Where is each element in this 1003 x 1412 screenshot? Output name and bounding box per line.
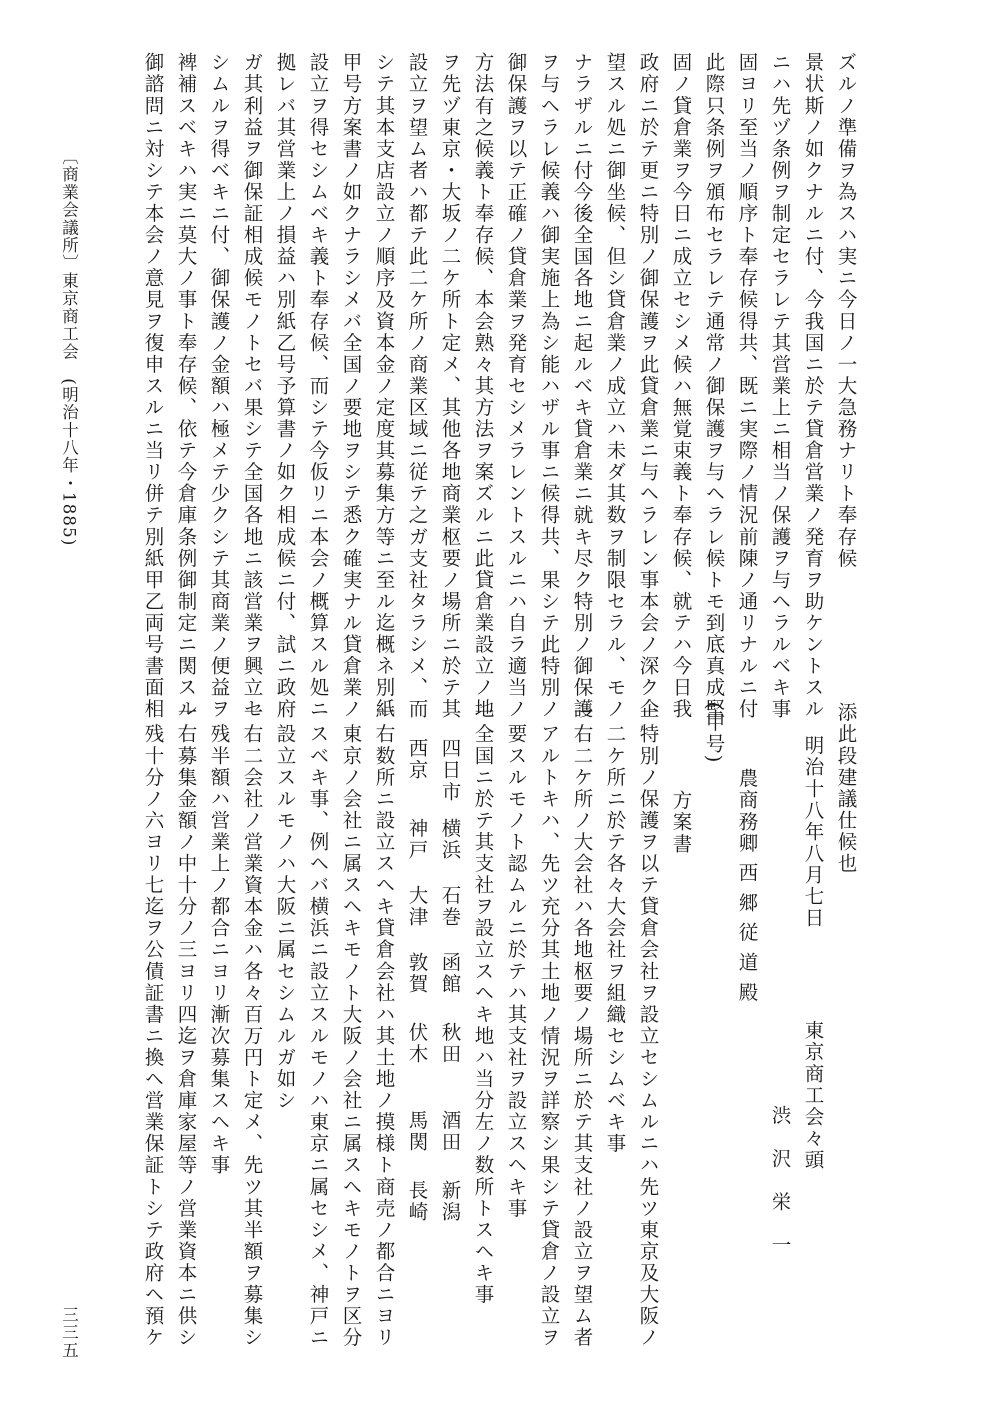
proposal-line: 二ケ所ニ於テ各々大会社ヲ組織セシムベキ事	[603, 702, 627, 1155]
place-name: 敦賀	[405, 952, 429, 996]
place-name: 伏木	[405, 1022, 429, 1066]
place-name: 石巻	[438, 885, 462, 929]
place-name: 長崎	[405, 1180, 429, 1224]
place-name: 秋田	[438, 1022, 462, 1066]
text-column: 景状斯ノ如クナルニ付、今我国ニ於テ貸倉営業ノ発育ヲ助ケントスル	[801, 52, 825, 721]
proposal-line: 東京ノ会社ニ属スヘキモノト大阪ノ会社ニ属スヘキモノトヲ区分	[339, 702, 363, 1349]
text-column: 方法有之候義ト奉存候、本会熟々其方法ヲ案ズルニ此貸倉業設立ノ地	[471, 52, 495, 721]
text-column: 甲号方案書ノ如クナラシメバ全国ノ要地ヲシテ悉ク確実ナル貸倉業ノ	[339, 52, 363, 721]
place-name: 四日市	[438, 738, 462, 803]
text-column: ニハ先ヅ条例ヲ制定セラレテ其営業上ニ相当ノ保護ヲ与ヘラルベキ事	[768, 52, 792, 721]
text-column: 望スル処ニ御坐候、但シ貸倉業ノ成立ハ未ダ其数ヲ制限セラル、モノ	[603, 52, 627, 721]
place-name: 新潟	[438, 1180, 462, 1224]
text-column: ヲ先ヅ東京・大坂ノ二ケ所ト定メ、其他各地商業枢要ノ場所ニ於テ其	[438, 52, 462, 721]
place-name: 西京	[405, 738, 429, 782]
text-column: 此際只条例ヲ頒布セラレテ通常ノ御保護ヲ与ヘラレ候トモ到底真成堅	[702, 52, 726, 721]
place-name: 酒田	[438, 1110, 462, 1154]
page-number: 三三五	[59, 1306, 79, 1360]
proposal-line: 一全国ニ於テ其支社ヲ設立スヘキ地ハ当分左ノ数所トスヘキ事	[471, 702, 495, 1306]
proposal-line: 一右二ケ所ノ大会社ハ各地枢要ノ場所ニ於テ其支社ノ設立ヲ望ム者	[570, 702, 594, 1349]
text-column: 固ヨリ至当ノ順序ト奉存候得共、既ニ実際ノ情況前陳ノ通リナルニ付	[735, 52, 759, 721]
proposal-line: 一特別ノ保護ヲ以テ貸倉会社ヲ設立セシムルニハ先ツ東京及大阪ノ	[636, 702, 660, 1349]
place-name: 大津	[405, 885, 429, 929]
date: 明治十八年八月七日	[801, 735, 825, 929]
place-name: 神戸	[405, 818, 429, 862]
text-column: 設立ヲ得セシムベキ義ト奉存候、而シテ今仮リニ本会ノ概算スル処ニ	[306, 52, 330, 721]
closing-line: 添此段建議仕候也	[834, 702, 858, 875]
proposal-line: 残半額ハ営業上ノ都合ニヨリ漸次募集スヘキ事	[207, 702, 231, 1177]
section-heading: 方案書	[669, 790, 693, 855]
proposal-line: アルトキハ、先ツ充分其土地ノ情況ヲ詳察シ果シテ貸倉ノ設立ヲ	[537, 702, 561, 1349]
text-column: 御保護ヲ以テ正確ノ貸倉業ヲ発育セシメラレントスルニハ自ラ適当ノ	[504, 52, 528, 721]
proposal-line: 設立スルモノハ大阪ニ属セシムルガ如シ	[273, 702, 297, 1112]
text-column: ナラザルニ付今後全国各地ニ起ルベキ貸倉業ニ就キ尽ク特別ノ御保護	[570, 52, 594, 721]
proposal-line: 残十分ノ六ヨリ七迄ヲ公債証書ニ換ヘ営業保証トシテ政府ヘ預ケ	[141, 702, 165, 1349]
text-column: 固ノ貸倉業ヲ今日ニ成立セシメ候ハ無覚束義ト奉存候、就テハ今日我	[669, 52, 693, 721]
text-column: シムルヲ得ベキニ付、御保護ノ金額ハ極メテ少クシテ其商業ノ便益ヲ	[207, 52, 231, 721]
text-column: 御諮問ニ対シテ本会ノ意見ヲ復申スルニ当リ併テ別紙甲乙両号書面相	[141, 52, 165, 721]
proposal-line: 要スルモノト認ムルニ於テハ其支社ヲ設立スヘキ事	[504, 702, 528, 1220]
section-label: (甲号)	[702, 702, 726, 765]
text-column: 設立ヲ望ム者ハ都テ此二ケ所ノ商業区域ニ従テ之ガ支社タラシメ、而	[405, 52, 429, 721]
section-marker: 〔商業会議所〕	[59, 148, 79, 272]
proposal-line: 一右数所ニ設立スヘキ貸倉会社ハ其土地ノ摸様ト商売ノ都合ニヨリ	[372, 702, 396, 1349]
place-name: 馬関	[405, 1110, 429, 1154]
place-name: 横浜	[438, 818, 462, 862]
organization: 東京商工会々頭	[801, 1020, 825, 1171]
text-column: 拠レバ其営業上ノ損益ハ別紙乙号予算書ノ如ク相成候ニ付、試ニ政府	[273, 52, 297, 721]
place-name: 函館	[438, 952, 462, 996]
text-column: 政府ニ於テ更ニ特別ノ御保護ヲ此貸倉業ニ与ヘラレン事本会ノ深ク企	[636, 52, 660, 721]
proposal-line: スベキ事、例ヘバ横浜ニ設立スルモノハ東京ニ属セシメ、神戸ニ	[306, 702, 330, 1349]
signer: 渋 沢 栄 一	[768, 1105, 792, 1256]
text-column: ガ其利益ヲ御保証相成候モノトセバ果シテ全国各地ニ該営業ヲ興立セ	[240, 52, 264, 721]
source-citation: 東京商工会 (明治十八年・1885)	[59, 272, 79, 547]
text-column: 裨補スベキハ実ニ莫大ノ事ト奉存候、依テ今倉庫条例御制定ニ関スル	[174, 52, 198, 721]
proposal-line: 一右募集金額ノ中十分ノ三ヨリ四迄ヲ倉庫家屋等ノ営業資本ニ供シ	[174, 702, 198, 1349]
addressee: 農商務卿 西 郷 従 道 殿	[735, 768, 759, 1004]
proposal-line: 一右二会社ノ営業資本金ハ各々百万円ト定メ、先ツ其半額ヲ募集シ	[240, 702, 264, 1349]
text-column: シテ其本支店設立ノ順序及資本金ノ定度其募集方等ニ至ル迄概ネ別紙	[372, 52, 396, 721]
text-column: ヲ与ヘラレ候義ハ御実施上為シ能ハザル事ニ候得共、果シテ此特別ノ	[537, 52, 561, 721]
text-column: ズルノ準備ヲ為スハ実ニ今日ノ一大急務ナリト奉存候	[834, 52, 858, 570]
